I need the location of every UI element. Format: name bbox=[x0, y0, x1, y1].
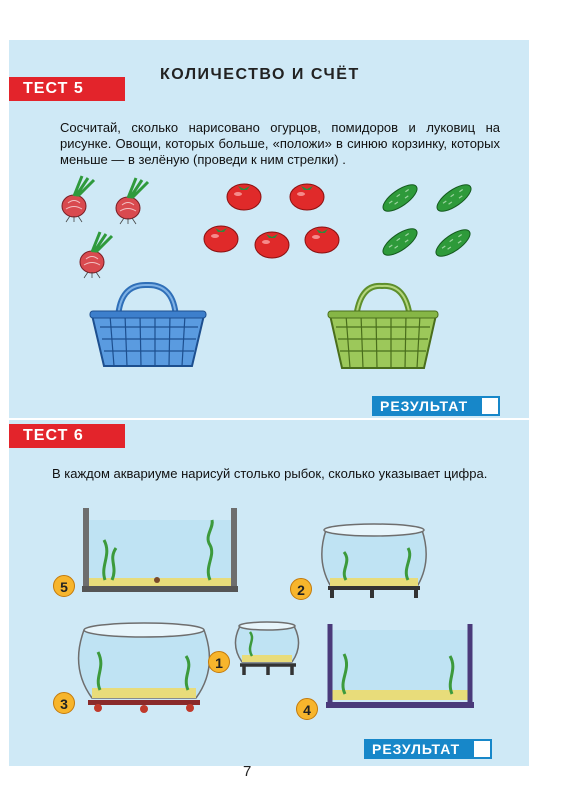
section-title: КОЛИЧЕСТВО И СЧЁТ bbox=[160, 66, 360, 83]
onion[interactable] bbox=[62, 176, 94, 222]
cucumber[interactable] bbox=[379, 180, 421, 216]
onion[interactable] bbox=[116, 178, 148, 224]
test5-task-text: Сосчитай, сколько нарисовано огурцов, помидоров и луковиц на рисунке. Овощи, которых больше, «положи» в синюю корзинку, которых меньше — в зелёную (проведи к ним стрелки) . bbox=[60, 120, 500, 167]
aquarium-number-5: 5 bbox=[53, 575, 75, 597]
aquarium-number-3: 3 bbox=[53, 692, 75, 714]
test5-badge: ТЕСТ 5 bbox=[9, 77, 125, 101]
test6-task-text: В каждом аквариуме нарисуй столько рыбок, сколько указывает цифра. bbox=[52, 466, 488, 481]
test6-badge: ТЕСТ 6 bbox=[9, 424, 125, 448]
tomato[interactable] bbox=[255, 232, 289, 258]
tomato[interactable] bbox=[290, 184, 324, 210]
onion[interactable] bbox=[80, 232, 112, 278]
result-box[interactable] bbox=[474, 741, 490, 757]
cucumber[interactable] bbox=[432, 225, 474, 261]
test5-result-button[interactable] bbox=[372, 396, 500, 416]
aquarium-2[interactable] bbox=[322, 524, 426, 598]
page-number: 7 bbox=[243, 763, 252, 780]
aquarium-number-1: 1 bbox=[208, 651, 230, 673]
result-label: РЕЗУЛЬТАТ bbox=[380, 398, 469, 414]
aquarium-1[interactable] bbox=[235, 622, 298, 675]
test6-result-button[interactable] bbox=[364, 739, 492, 759]
aquarium-number-2: 2 bbox=[290, 578, 312, 600]
aquarium-5[interactable] bbox=[82, 508, 238, 592]
aquarium-number-4: 4 bbox=[296, 698, 318, 720]
tomato[interactable] bbox=[204, 226, 238, 252]
result-box[interactable] bbox=[482, 398, 498, 414]
aquarium-3[interactable] bbox=[79, 623, 210, 713]
cucumber[interactable] bbox=[379, 224, 421, 260]
result-label: РЕЗУЛЬТАТ bbox=[372, 741, 461, 757]
cucumber[interactable] bbox=[433, 180, 475, 216]
aquarium-4[interactable] bbox=[326, 624, 474, 708]
tomato[interactable] bbox=[227, 184, 261, 210]
tomato[interactable] bbox=[305, 227, 339, 253]
blue-basket[interactable] bbox=[90, 285, 206, 366]
green-basket[interactable] bbox=[328, 286, 438, 368]
